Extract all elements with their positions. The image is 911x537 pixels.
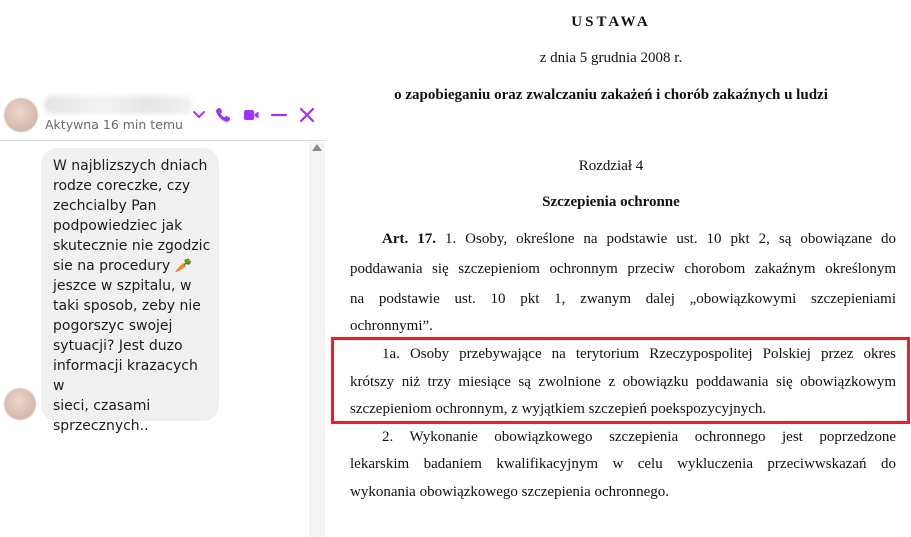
close-icon[interactable]	[298, 106, 316, 124]
scrollbar[interactable]	[309, 142, 325, 537]
document-title: USTAWA	[571, 14, 651, 30]
contact-status: Aktywna 16 min temu	[45, 117, 183, 132]
paragraph-2-line: wykonania obowiązkowego szczepienia ochronnego.	[350, 484, 670, 500]
chapter-title: Szczepienia ochronne	[542, 194, 680, 210]
chevron-down-icon[interactable]	[190, 106, 208, 124]
video-icon[interactable]	[242, 106, 260, 124]
chat-header	[0, 86, 326, 141]
article-line: na podstawie ust. 10 pkt 1, zwanym dalej „obowiązkowymi szczepieniami	[350, 291, 896, 307]
paragraph-1a-line: szczepieniom ochronnym, z wyjątkiem szczepień poekspozycyjnych.	[350, 401, 767, 417]
paragraph-2-line: lekarskim badaniem kwalifikacyjnym w celu wykluczenia przeciwwskazań do	[350, 456, 896, 472]
paragraph-1a-line: 1a. Osoby przebywające na terytorium Rzeczypospolitej Polskiej przez okres	[382, 346, 896, 362]
article-label: Art. 17.	[382, 231, 436, 247]
article-text: 1. Osoby, określone na podstawie ust. 10 pkt 2, są obowiązane do	[435, 231, 896, 247]
article-line: ochronnymi”.	[350, 318, 433, 334]
chat-window	[0, 86, 326, 537]
message-text: W najblizszych dniach rodze coreczke, czy zechcialby Pan podpowiedziec jak skutecznie nie zgodzic sie na procedury 🥕 jeszce w szpitalu, w taki sposob, zeby nie pogorszyc swojej sytuacji? Jest duzo informacji krazacych w sieci, czasami sprzecznych..	[53, 158, 211, 434]
article-line	[382, 231, 896, 248]
paragraph-1a-line: krótszy niż trzy miesiące są zwolnione z obowiązku poddawania się obowiązkowym	[350, 374, 896, 390]
message-bubble[interactable]	[41, 148, 219, 434]
paragraph-2-line: 2. Wykonanie obowiązkowego szczepienia ochronnego jest poprzedzone	[382, 429, 896, 445]
phone-icon[interactable]	[214, 106, 232, 124]
sender-avatar	[4, 388, 36, 420]
scroll-up-arrow-icon[interactable]	[312, 144, 322, 151]
contact-avatar[interactable]	[4, 98, 38, 132]
chapter-number: Rozdział 4	[578, 158, 644, 174]
document-subject: o zapobieganiu oraz zwalczaniu zakażeń i chorób zakaźnych u ludzi	[394, 87, 828, 103]
legal-document	[326, 0, 911, 537]
document-date: z dnia 5 grudnia 2008 r.	[539, 50, 683, 66]
minimize-icon[interactable]	[270, 106, 288, 124]
contact-name-blurred[interactable]	[44, 96, 192, 114]
article-line: poddawania się szczepieniom ochronnym przeciw chorobom zakaźnym określonym	[350, 261, 896, 277]
